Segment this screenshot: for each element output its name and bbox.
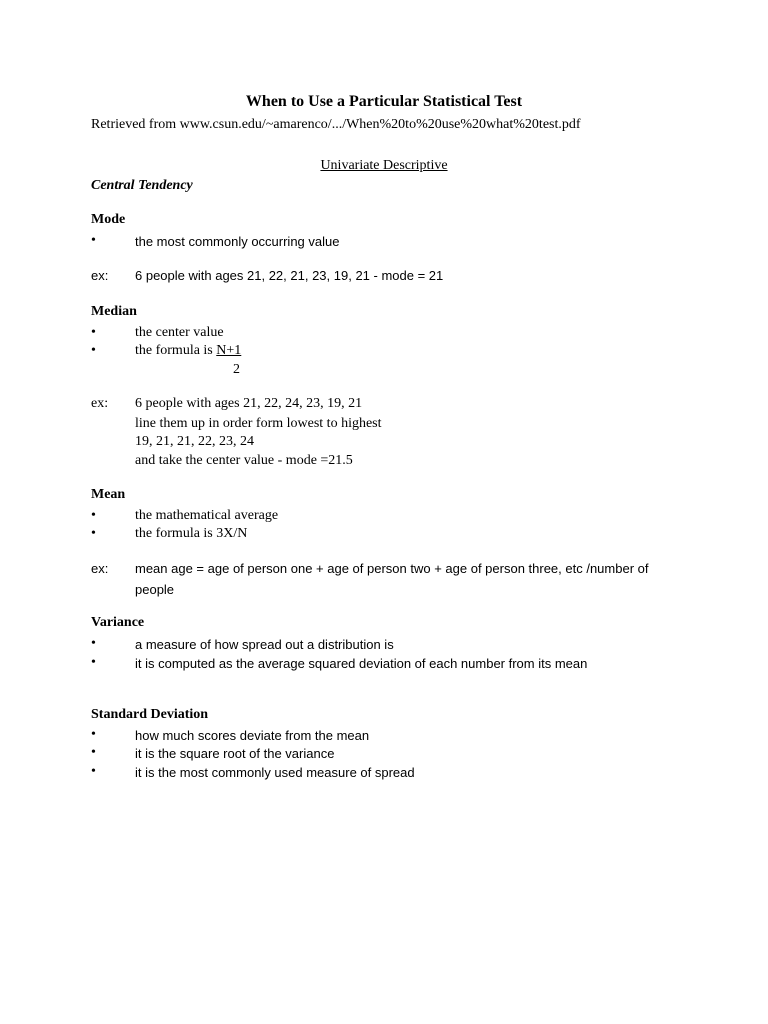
median-example-line: 6 people with ages 21, 22, 24, 23, 19, 21	[135, 396, 363, 411]
standard-deviation-bullet: it is the square root of the variance	[135, 746, 335, 761]
mean-bullet: the formula is 3X/N	[135, 526, 248, 541]
bullet-marker: •	[91, 764, 96, 779]
bullet-marker: •	[91, 727, 96, 742]
median-heading: Median	[91, 304, 137, 319]
bullet-marker: •	[91, 745, 96, 760]
section-title: Univariate Descriptive	[320, 158, 448, 173]
mode-heading: Mode	[91, 212, 126, 227]
bullet-marker: •	[91, 655, 96, 670]
variance-heading: Variance	[91, 615, 145, 630]
median-example-line: 19, 21, 21, 22, 23, 24	[135, 434, 254, 449]
standard-deviation-heading: Standard Deviation	[91, 707, 209, 722]
ex-label: ex:	[91, 268, 109, 283]
bullet-marker: •	[91, 508, 96, 523]
standard-deviation-bullet: how much scores deviate from the mean	[135, 728, 370, 743]
document-title: When to Use a Particular Statistical Test	[245, 93, 523, 110]
ex-label: ex:	[91, 561, 109, 576]
median-formula	[135, 343, 241, 359]
median-formula-prefix: the formula is	[135, 343, 217, 358]
median-formula-denominator: 2	[233, 362, 240, 377]
subsection-title: Central Tendency	[91, 178, 193, 193]
median-example-line: and take the center value - mode =21.5	[135, 453, 353, 468]
mean-bullet: the mathematical average	[135, 508, 279, 523]
mean-example-line: people	[135, 582, 175, 597]
variance-bullet: it is computed as the average squared deviation of each number from its mean	[135, 656, 588, 671]
source-citation: Retrieved from www.csun.edu/~amarenco/.../When%20to%20use%20what%20test.pdf	[91, 117, 581, 132]
mean-example-line: mean age = age of person one + age of person two + age of person three, etc /number of	[135, 561, 649, 576]
median-bullet: the center value	[135, 325, 224, 340]
bullet-marker: •	[91, 233, 96, 248]
bullet-marker: •	[91, 636, 96, 651]
mean-heading: Mean	[91, 487, 126, 502]
variance-bullet: a measure of how spread out a distribution is	[135, 637, 394, 652]
standard-deviation-bullet: it is the most commonly used measure of spread	[135, 765, 415, 780]
median-formula-numerator: N+1	[216, 343, 242, 358]
mode-bullet: the most commonly occurring value	[135, 234, 340, 249]
mode-example: 6 people with ages 21, 22, 21, 23, 19, 21 - mode = 21	[135, 268, 444, 283]
bullet-marker: •	[91, 343, 96, 358]
bullet-marker: •	[91, 325, 96, 340]
bullet-marker: •	[91, 526, 96, 541]
median-example-line: line them up in order form lowest to highest	[135, 416, 382, 431]
ex-label: ex:	[91, 396, 109, 411]
